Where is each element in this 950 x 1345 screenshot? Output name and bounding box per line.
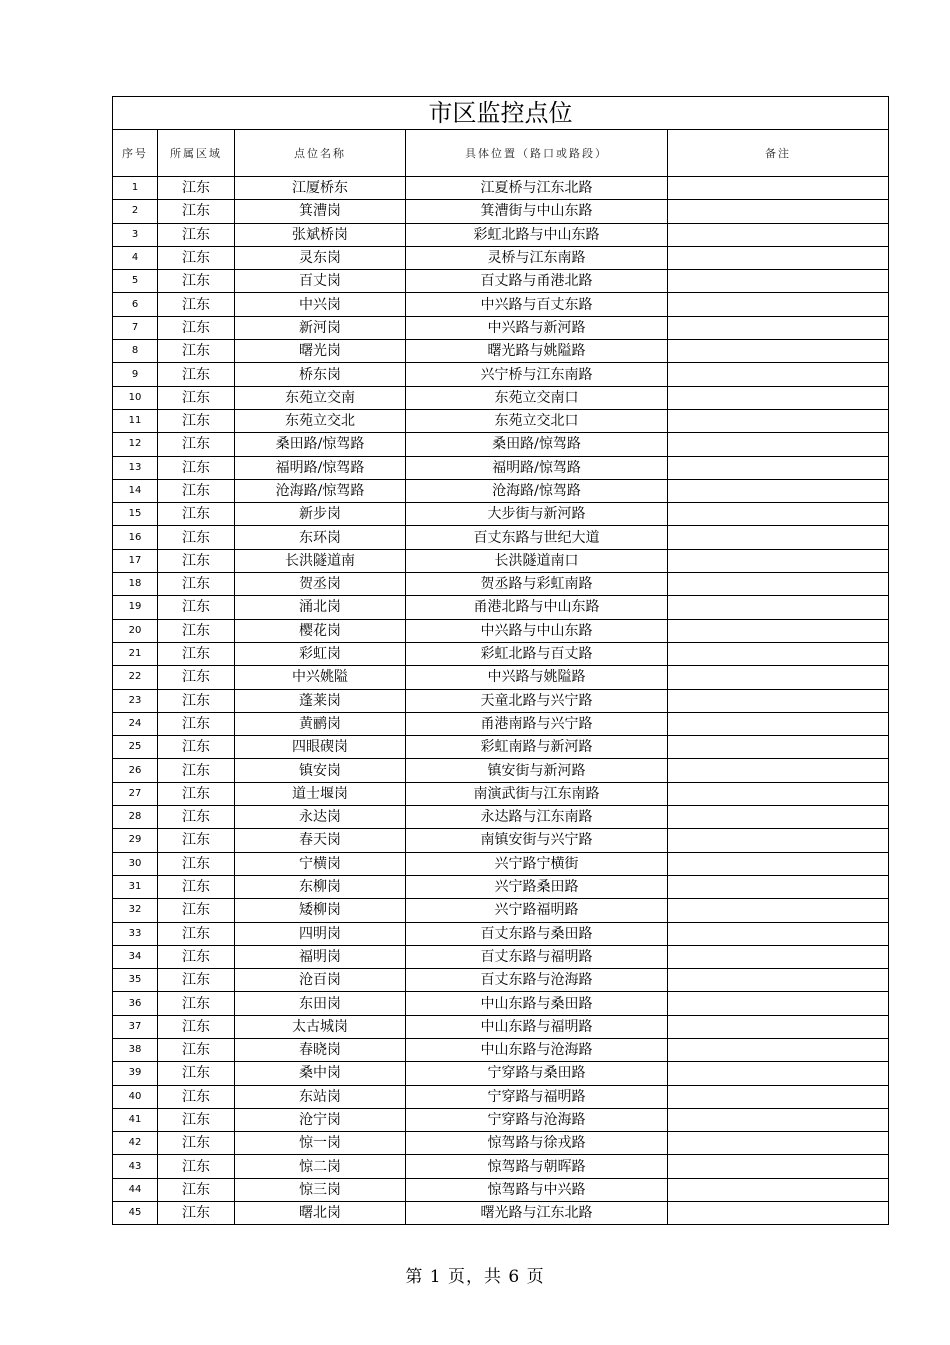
row-location: 中兴路与新河路	[406, 316, 668, 339]
row-district: 江东	[158, 433, 235, 456]
row-number: 27	[113, 782, 158, 805]
row-district: 江东	[158, 782, 235, 805]
row-district: 江东	[158, 619, 235, 642]
row-number: 26	[113, 759, 158, 782]
row-location: 兴宁路宁横街	[406, 852, 668, 875]
row-number: 11	[113, 409, 158, 432]
row-district: 江东	[158, 712, 235, 735]
row-remark	[668, 573, 889, 596]
row-district: 江东	[158, 456, 235, 479]
row-location: 灵桥与江东南路	[406, 246, 668, 269]
row-location: 宁穿路与福明路	[406, 1085, 668, 1108]
row-point-name: 江厦桥东	[235, 177, 406, 200]
row-district: 江东	[158, 363, 235, 386]
row-remark	[668, 969, 889, 992]
row-point-name: 桑田路/惊驾路	[235, 433, 406, 456]
table-row	[113, 456, 889, 479]
row-point-name: 彩虹岗	[235, 642, 406, 665]
row-district: 江东	[158, 969, 235, 992]
row-district: 江东	[158, 899, 235, 922]
table-row	[113, 1155, 889, 1178]
row-point-name: 永达岗	[235, 806, 406, 829]
header-name: 点位名称	[235, 130, 406, 177]
row-point-name: 矮柳岗	[235, 899, 406, 922]
row-number: 24	[113, 712, 158, 735]
table-row	[113, 386, 889, 409]
table-row	[113, 363, 889, 386]
table-row	[113, 549, 889, 572]
row-location: 南镇安街与兴宁路	[406, 829, 668, 852]
row-point-name: 灵东岗	[235, 246, 406, 269]
table-title: 市区监控点位	[113, 97, 889, 130]
row-remark	[668, 340, 889, 363]
row-point-name: 桑中岗	[235, 1062, 406, 1085]
row-number: 31	[113, 875, 158, 898]
row-district: 江东	[158, 526, 235, 549]
row-location: 大步街与新河路	[406, 503, 668, 526]
row-point-name: 东苑立交南	[235, 386, 406, 409]
row-number: 35	[113, 969, 158, 992]
table-row	[113, 596, 889, 619]
table-row	[113, 969, 889, 992]
row-location: 甬港北路与中山东路	[406, 596, 668, 619]
row-district: 江东	[158, 223, 235, 246]
table-row	[113, 1015, 889, 1038]
table-row	[113, 200, 889, 223]
row-remark	[668, 526, 889, 549]
row-location: 百丈路与甬港北路	[406, 270, 668, 293]
row-district: 江东	[158, 852, 235, 875]
row-number: 30	[113, 852, 158, 875]
row-location: 福明路/惊驾路	[406, 456, 668, 479]
row-district: 江东	[158, 573, 235, 596]
row-remark	[668, 642, 889, 665]
table-row	[113, 619, 889, 642]
row-location: 桑田路/惊驾路	[406, 433, 668, 456]
row-district: 江东	[158, 642, 235, 665]
row-number: 17	[113, 549, 158, 572]
row-remark	[668, 899, 889, 922]
row-remark	[668, 875, 889, 898]
row-point-name: 东田岗	[235, 992, 406, 1015]
page-footer: 第 1 页，共 6 页	[405, 1267, 545, 1287]
row-remark	[668, 922, 889, 945]
row-location: 百丈东路与桑田路	[406, 922, 668, 945]
table-row	[113, 1108, 889, 1131]
row-district: 江东	[158, 316, 235, 339]
row-district: 江东	[158, 1202, 235, 1225]
row-number: 14	[113, 479, 158, 502]
row-location: 惊驾路与中兴路	[406, 1178, 668, 1201]
row-location: 彩虹北路与中山东路	[406, 223, 668, 246]
row-location: 曙光路与江东北路	[406, 1202, 668, 1225]
row-point-name: 东柳岗	[235, 875, 406, 898]
row-remark	[668, 1132, 889, 1155]
row-number: 29	[113, 829, 158, 852]
row-location: 惊驾路与徐戎路	[406, 1132, 668, 1155]
row-point-name: 惊二岗	[235, 1155, 406, 1178]
row-number: 8	[113, 340, 158, 363]
row-number: 38	[113, 1038, 158, 1061]
table-row	[113, 246, 889, 269]
table-row	[113, 270, 889, 293]
row-district: 江东	[158, 177, 235, 200]
table-row	[113, 945, 889, 968]
row-remark	[668, 270, 889, 293]
row-district: 江东	[158, 736, 235, 759]
row-location: 永达路与江东南路	[406, 806, 668, 829]
row-location: 百丈东路与世纪大道	[406, 526, 668, 549]
row-location: 中山东路与沧海路	[406, 1038, 668, 1061]
row-point-name: 道士堰岗	[235, 782, 406, 805]
header-district: 所属区域	[158, 130, 235, 177]
row-point-name: 贺丞岗	[235, 573, 406, 596]
row-location: 南演武街与江东南路	[406, 782, 668, 805]
row-district: 江东	[158, 479, 235, 502]
row-number: 13	[113, 456, 158, 479]
row-location: 曙光路与姚隘路	[406, 340, 668, 363]
row-location: 宁穿路与沧海路	[406, 1108, 668, 1131]
row-location: 兴宁路福明路	[406, 899, 668, 922]
row-number: 32	[113, 899, 158, 922]
row-location: 沧海路/惊驾路	[406, 479, 668, 502]
row-remark	[668, 666, 889, 689]
row-number: 43	[113, 1155, 158, 1178]
row-location: 中山东路与桑田路	[406, 992, 668, 1015]
row-location: 中兴路与百丈东路	[406, 293, 668, 316]
row-district: 江东	[158, 1155, 235, 1178]
row-remark	[668, 596, 889, 619]
row-point-name: 曙北岗	[235, 1202, 406, 1225]
table-row	[113, 922, 889, 945]
row-district: 江东	[158, 1015, 235, 1038]
row-district: 江东	[158, 759, 235, 782]
row-point-name: 四明岗	[235, 922, 406, 945]
table-row	[113, 479, 889, 502]
row-number: 25	[113, 736, 158, 759]
row-district: 江东	[158, 340, 235, 363]
row-number: 6	[113, 293, 158, 316]
row-number: 40	[113, 1085, 158, 1108]
row-point-name: 曙光岗	[235, 340, 406, 363]
row-district: 江东	[158, 549, 235, 572]
row-remark	[668, 689, 889, 712]
table-row	[113, 1038, 889, 1061]
row-location: 百丈东路与福明路	[406, 945, 668, 968]
row-number: 34	[113, 945, 158, 968]
row-district: 江东	[158, 200, 235, 223]
row-district: 江东	[158, 992, 235, 1015]
row-remark	[668, 1085, 889, 1108]
table-row	[113, 1202, 889, 1225]
row-remark	[668, 549, 889, 572]
row-number: 5	[113, 270, 158, 293]
row-location: 东苑立交南口	[406, 386, 668, 409]
row-point-name: 春晓岗	[235, 1038, 406, 1061]
title-row	[113, 97, 889, 130]
row-district: 江东	[158, 1062, 235, 1085]
row-district: 江东	[158, 503, 235, 526]
row-location: 惊驾路与朝晖路	[406, 1155, 668, 1178]
row-district: 江东	[158, 386, 235, 409]
table-row	[113, 503, 889, 526]
row-district: 江东	[158, 806, 235, 829]
row-location: 天童北路与兴宁路	[406, 689, 668, 712]
row-remark	[668, 619, 889, 642]
row-district: 江东	[158, 922, 235, 945]
row-location: 中兴路与姚隘路	[406, 666, 668, 689]
row-point-name: 沧百岗	[235, 969, 406, 992]
row-district: 江东	[158, 1085, 235, 1108]
row-location: 东苑立交北口	[406, 409, 668, 432]
row-remark	[668, 503, 889, 526]
table-row	[113, 526, 889, 549]
row-number: 42	[113, 1132, 158, 1155]
row-remark	[668, 293, 889, 316]
row-district: 江东	[158, 1132, 235, 1155]
row-location: 箕漕街与中山东路	[406, 200, 668, 223]
row-point-name: 新河岗	[235, 316, 406, 339]
table-row	[113, 1062, 889, 1085]
row-number: 4	[113, 246, 158, 269]
row-number: 9	[113, 363, 158, 386]
row-remark	[668, 736, 889, 759]
row-location: 长洪隧道南口	[406, 549, 668, 572]
row-remark	[668, 363, 889, 386]
row-remark	[668, 1038, 889, 1061]
table-row	[113, 689, 889, 712]
row-remark	[668, 316, 889, 339]
row-number: 23	[113, 689, 158, 712]
header-row	[113, 130, 889, 177]
row-remark	[668, 479, 889, 502]
row-point-name: 张斌桥岗	[235, 223, 406, 246]
row-point-name: 惊三岗	[235, 1178, 406, 1201]
row-location: 彩虹南路与新河路	[406, 736, 668, 759]
row-remark	[668, 1155, 889, 1178]
row-remark	[668, 177, 889, 200]
row-remark	[668, 852, 889, 875]
row-district: 江东	[158, 270, 235, 293]
header-no: 序号	[113, 130, 158, 177]
table-row	[113, 642, 889, 665]
row-district: 江东	[158, 1038, 235, 1061]
row-district: 江东	[158, 1108, 235, 1131]
row-point-name: 东站岗	[235, 1085, 406, 1108]
row-point-name: 樱花岗	[235, 619, 406, 642]
row-number: 20	[113, 619, 158, 642]
row-district: 江东	[158, 596, 235, 619]
row-number: 12	[113, 433, 158, 456]
row-district: 江东	[158, 875, 235, 898]
row-point-name: 沧宁岗	[235, 1108, 406, 1131]
table-row	[113, 409, 889, 432]
row-remark	[668, 1015, 889, 1038]
row-number: 18	[113, 573, 158, 596]
row-remark	[668, 829, 889, 852]
row-location: 百丈东路与沧海路	[406, 969, 668, 992]
table-row	[113, 806, 889, 829]
row-number: 21	[113, 642, 158, 665]
row-point-name: 惊一岗	[235, 1132, 406, 1155]
table-row	[113, 1178, 889, 1201]
row-remark	[668, 1062, 889, 1085]
table-row	[113, 433, 889, 456]
row-number: 3	[113, 223, 158, 246]
table-row	[113, 875, 889, 898]
row-point-name: 四眼碶岗	[235, 736, 406, 759]
table-row	[113, 899, 889, 922]
row-remark	[668, 1108, 889, 1131]
row-number: 44	[113, 1178, 158, 1201]
row-point-name: 中兴岗	[235, 293, 406, 316]
row-point-name: 宁横岗	[235, 852, 406, 875]
table-row	[113, 1085, 889, 1108]
row-number: 16	[113, 526, 158, 549]
row-point-name: 中兴姚隘	[235, 666, 406, 689]
row-remark	[668, 200, 889, 223]
table-row	[113, 223, 889, 246]
row-point-name: 太古城岗	[235, 1015, 406, 1038]
table-row	[113, 293, 889, 316]
row-remark	[668, 386, 889, 409]
row-point-name: 沧海路/惊驾路	[235, 479, 406, 502]
row-remark	[668, 246, 889, 269]
row-district: 江东	[158, 409, 235, 432]
table-row	[113, 759, 889, 782]
row-point-name: 箕漕岗	[235, 200, 406, 223]
row-point-name: 桥东岗	[235, 363, 406, 386]
row-point-name: 长洪隧道南	[235, 549, 406, 572]
row-point-name: 镇安岗	[235, 759, 406, 782]
row-number: 37	[113, 1015, 158, 1038]
table-row	[113, 666, 889, 689]
row-point-name: 新步岗	[235, 503, 406, 526]
row-number: 28	[113, 806, 158, 829]
row-number: 41	[113, 1108, 158, 1131]
row-number: 45	[113, 1202, 158, 1225]
row-point-name: 东环岗	[235, 526, 406, 549]
monitoring-points-table	[112, 96, 889, 1225]
row-number: 10	[113, 386, 158, 409]
table-row	[113, 992, 889, 1015]
header-remark: 备注	[668, 130, 889, 177]
row-remark	[668, 945, 889, 968]
row-point-name: 福明岗	[235, 945, 406, 968]
row-location: 中山东路与福明路	[406, 1015, 668, 1038]
row-location: 贺丞路与彩虹南路	[406, 573, 668, 596]
row-number: 7	[113, 316, 158, 339]
row-remark	[668, 759, 889, 782]
row-location: 兴宁路桑田路	[406, 875, 668, 898]
row-location: 宁穿路与桑田路	[406, 1062, 668, 1085]
row-point-name: 春天岗	[235, 829, 406, 852]
row-number: 36	[113, 992, 158, 1015]
row-remark	[668, 223, 889, 246]
row-point-name: 百丈岗	[235, 270, 406, 293]
row-district: 江东	[158, 689, 235, 712]
table-row	[113, 177, 889, 200]
row-location: 江夏桥与江东北路	[406, 177, 668, 200]
row-remark	[668, 806, 889, 829]
row-number: 33	[113, 922, 158, 945]
table-row	[113, 340, 889, 363]
row-remark	[668, 992, 889, 1015]
row-location: 彩虹北路与百丈路	[406, 642, 668, 665]
row-remark	[668, 1178, 889, 1201]
row-district: 江东	[158, 1178, 235, 1201]
table-row	[113, 829, 889, 852]
row-number: 15	[113, 503, 158, 526]
row-remark	[668, 782, 889, 805]
row-point-name: 蓬莱岗	[235, 689, 406, 712]
row-district: 江东	[158, 666, 235, 689]
row-district: 江东	[158, 246, 235, 269]
row-district: 江东	[158, 829, 235, 852]
row-district: 江东	[158, 293, 235, 316]
row-location: 兴宁桥与江东南路	[406, 363, 668, 386]
table-row	[113, 712, 889, 735]
table-row	[113, 852, 889, 875]
table-row	[113, 736, 889, 759]
row-number: 1	[113, 177, 158, 200]
row-point-name: 东苑立交北	[235, 409, 406, 432]
row-location: 中兴路与中山东路	[406, 619, 668, 642]
row-point-name: 涌北岗	[235, 596, 406, 619]
row-point-name: 福明路/惊驾路	[235, 456, 406, 479]
row-remark	[668, 1202, 889, 1225]
table-row	[113, 782, 889, 805]
row-location: 镇安街与新河路	[406, 759, 668, 782]
table-row	[113, 573, 889, 596]
row-remark	[668, 456, 889, 479]
row-number: 39	[113, 1062, 158, 1085]
table-row	[113, 316, 889, 339]
table-row	[113, 1132, 889, 1155]
row-remark	[668, 433, 889, 456]
row-number: 22	[113, 666, 158, 689]
row-remark	[668, 712, 889, 735]
row-point-name: 黄鹂岗	[235, 712, 406, 735]
row-number: 2	[113, 200, 158, 223]
header-location: 具体位置（路口或路段）	[406, 130, 668, 177]
row-number: 19	[113, 596, 158, 619]
row-location: 甬港南路与兴宁路	[406, 712, 668, 735]
row-remark	[668, 409, 889, 432]
row-district: 江东	[158, 945, 235, 968]
